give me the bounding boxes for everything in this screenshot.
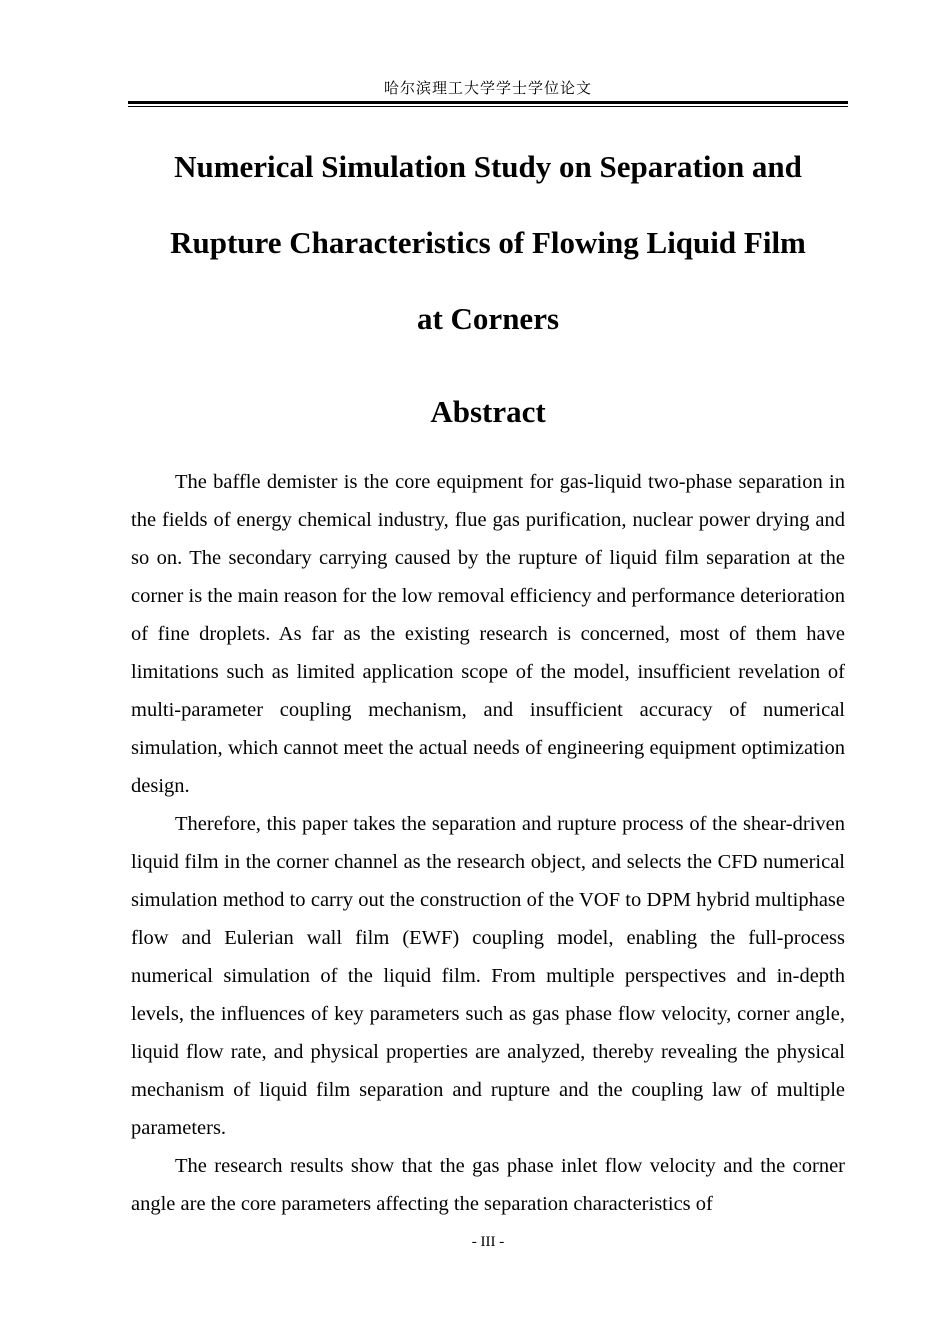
running-header: 哈尔滨理工大学学士学位论文 bbox=[383, 79, 592, 97]
title-line-1: Numerical Simulation Study on Separation and bbox=[174, 149, 802, 184]
header-rule-thin bbox=[128, 106, 848, 107]
abstract-paragraph-2: Therefore, this paper takes the separation and rupture process of the shear-driven liquid film in the corner channel as the research object, and selects the CFD numerical simulation method to carry out the construction of the VOF to DPM hybrid multiphase flow and Eulerian wall film (EWF) coupling model, enabling the full-process numerical simulation of the liquid film. From multiple perspectives and in-depth levels, the influences of key parameters such as gas phase flow velocity, corner angle, liquid flow rate, and physical properties are analyzed, thereby revealing the physical mechanism of liquid film separation and rupture and the coupling law of multiple parameters. bbox=[131, 813, 845, 1139]
thesis-title bbox=[110, 148, 866, 376]
abstract-body bbox=[131, 463, 845, 1223]
title-line-2: Rupture Characteristics of Flowing Liquid Film bbox=[170, 225, 806, 260]
page-number: - III - bbox=[471, 1234, 505, 1250]
title-line-3: at Corners bbox=[416, 301, 560, 336]
abstract-heading: Abstract bbox=[430, 394, 546, 429]
abstract-paragraph-1: The baffle demister is the core equipment for gas-liquid two-phase separation in the fields of energy chemical industry, flue gas purification, nuclear power drying and so on. The secondary carrying caused by the rupture of liquid film separation at the corner is the main reason for the low removal efficiency and performance deterioration of fine droplets. As far as the existing research is concerned, most of them have limitations such as limited application scope of the model, insufficient revelation of multi-parameter coupling mechanism, and insufficient accuracy of numerical simulation, which cannot meet the actual needs of engineering equipment optimization design. bbox=[131, 471, 845, 797]
header-rule-thick bbox=[128, 101, 848, 104]
abstract-paragraph-3: The research results show that the gas phase inlet flow velocity and the corner angle are the core parameters affecting the separation characteristics of bbox=[131, 1155, 845, 1215]
